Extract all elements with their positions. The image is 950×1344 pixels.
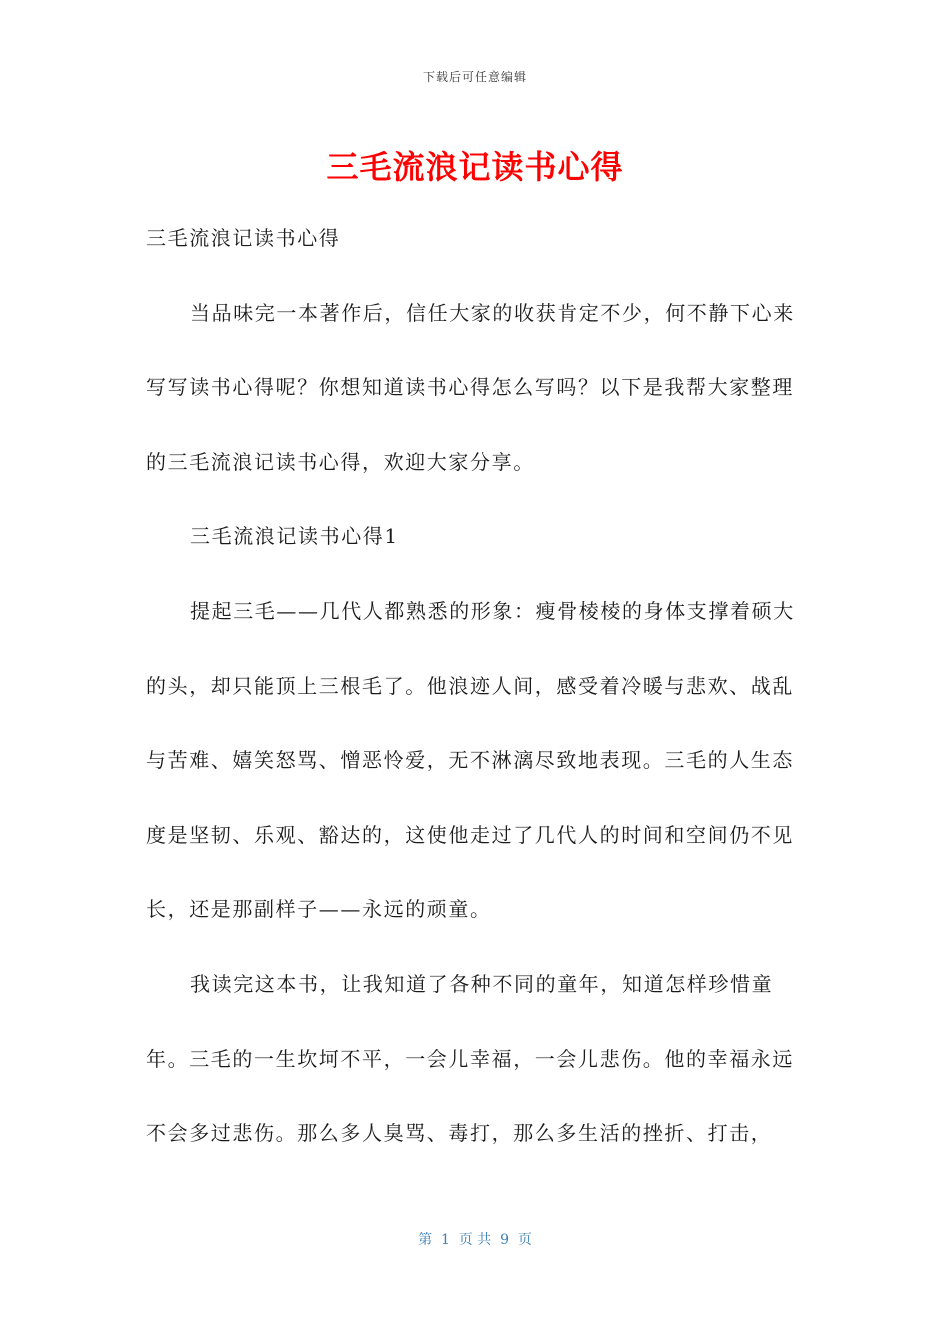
body-paragraph: 提起三毛——几代人都熟悉的形象：瘦骨棱棱的身体支撑着硕大的头，却只能顶上三根毛了。他浪迹人间，感受着冷暖与悲欢、战乱与苦难、嬉笑怒骂、憎恶怜爱，无不淋漓尽致地表现。三毛的人生态度是坚韧、乐观、豁达的，这使他走过了几代人的时间和空间仍不见长，还是那副样子——永远的顽童。: [146, 598, 795, 922]
header-note: 下载后可任意编辑: [422, 70, 527, 84]
document-title: 三毛流浪记读书心得: [326, 148, 624, 186]
section-heading: 三毛流浪记读书心得1: [190, 524, 399, 549]
page-footer: 第 1 页 共 9 页: [418, 1232, 532, 1248]
intro-paragraph: 当品味完一本著作后，信任大家的收获肯定不少，何不静下心来写写读书心得呢？你想知道读书心得怎么写吗？以下是我帮大家整理的三毛流浪记读书心得，欢迎大家分享。: [146, 300, 795, 474]
body-paragraph: 我读完这本书，让我知道了各种不同的童年，知道怎样珍惜童年。三毛的一生坎坷不平，一会儿幸福，一会儿悲伤。他的幸福永远不会多过悲伤。那么多人臭骂、毒打，那么多生活的挫折、打击，: [146, 971, 794, 1146]
subtitle-paragraph: 三毛流浪记读书心得: [146, 226, 341, 250]
document-body: [146, 201, 806, 1171]
